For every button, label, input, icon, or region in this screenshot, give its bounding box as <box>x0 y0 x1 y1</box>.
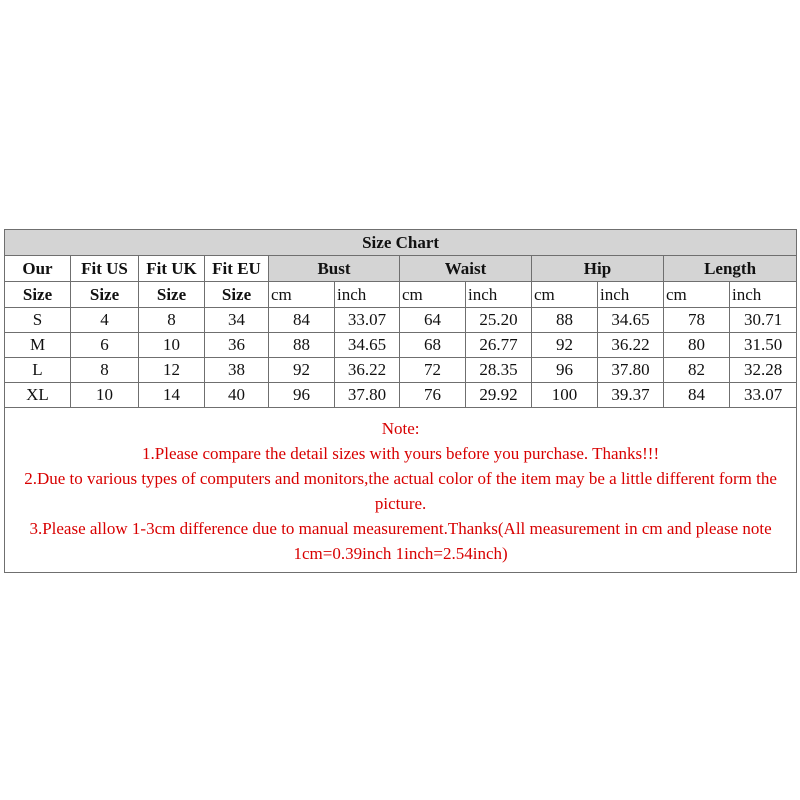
table-row <box>5 308 797 333</box>
table-cell: 10 <box>139 333 205 358</box>
header-fit-uk-2: Size <box>139 282 205 308</box>
table-row <box>5 358 797 383</box>
header-bust: Bust <box>269 256 400 282</box>
header-hip: Hip <box>532 256 664 282</box>
table-cell: 30.71 <box>730 308 797 333</box>
table-cell: 92 <box>532 333 598 358</box>
table-cell: 25.20 <box>466 308 532 333</box>
note-line-3: 3.Please allow 1-3cm difference due to manual measurement.Thanks(All measurement in cm and please note 1cm=0.39inch 1inch=2.54inch) <box>29 519 772 563</box>
notes-section <box>5 408 797 573</box>
table-row <box>5 383 797 408</box>
size-chart-table <box>4 229 797 573</box>
unit-hip-cm: cm <box>532 282 598 308</box>
table-cell: 100 <box>532 383 598 408</box>
table-cell: 84 <box>269 308 335 333</box>
header-our-size: Our <box>5 256 71 282</box>
table-cell: L <box>5 358 71 383</box>
table-cell: 4 <box>71 308 139 333</box>
unit-length-cm: cm <box>664 282 730 308</box>
header-fit-us: Fit US <box>71 256 139 282</box>
table-cell: 37.80 <box>598 358 664 383</box>
table-cell: 78 <box>664 308 730 333</box>
table-cell: 92 <box>269 358 335 383</box>
table-cell: 34 <box>205 308 269 333</box>
table-cell: 10 <box>71 383 139 408</box>
table-cell: 26.77 <box>466 333 532 358</box>
size-rows <box>5 308 797 408</box>
header-fit-us-2: Size <box>71 282 139 308</box>
table-cell: XL <box>5 383 71 408</box>
table-cell: 8 <box>71 358 139 383</box>
table-cell: 33.07 <box>335 308 400 333</box>
unit-waist-inch: inch <box>466 282 532 308</box>
unit-hip-inch: inch <box>598 282 664 308</box>
table-cell: 14 <box>139 383 205 408</box>
table-cell: 96 <box>532 358 598 383</box>
note-line-2: 2.Due to various types of computers and monitors,the actual color of the item may be a little different form the picture. <box>24 469 777 513</box>
table-cell: 88 <box>532 308 598 333</box>
unit-bust-inch: inch <box>335 282 400 308</box>
header-fit-uk: Fit UK <box>139 256 205 282</box>
table-cell: 39.37 <box>598 383 664 408</box>
table-cell: 36.22 <box>598 333 664 358</box>
table-cell: 37.80 <box>335 383 400 408</box>
table-cell: 84 <box>664 383 730 408</box>
table-cell: 72 <box>400 358 466 383</box>
table-cell: 12 <box>139 358 205 383</box>
table-cell: 8 <box>139 308 205 333</box>
table-cell: 96 <box>269 383 335 408</box>
table-cell: 34.65 <box>598 308 664 333</box>
note-heading: Note: <box>381 419 420 438</box>
unit-bust-cm: cm <box>269 282 335 308</box>
table-cell: S <box>5 308 71 333</box>
table-cell: 33.07 <box>730 383 797 408</box>
unit-length-inch: inch <box>730 282 797 308</box>
table-cell: 31.50 <box>730 333 797 358</box>
table-cell: 88 <box>269 333 335 358</box>
unit-waist-cm: cm <box>400 282 466 308</box>
table-row <box>5 333 797 358</box>
header-waist: Waist <box>400 256 532 282</box>
table-cell: M <box>5 333 71 358</box>
header-length: Length <box>664 256 797 282</box>
table-cell: 6 <box>71 333 139 358</box>
header-fit-eu-2: Size <box>205 282 269 308</box>
table-cell: 36.22 <box>335 358 400 383</box>
header-our-size-2: Size <box>5 282 71 308</box>
table-cell: 76 <box>400 383 466 408</box>
header-fit-eu: Fit EU <box>205 256 269 282</box>
note-line-1: 1.Please compare the detail sizes with yours before you purchase. Thanks!!! <box>142 444 660 463</box>
table-cell: 29.92 <box>466 383 532 408</box>
table-cell: 40 <box>205 383 269 408</box>
table-cell: 34.65 <box>335 333 400 358</box>
table-cell: 68 <box>400 333 466 358</box>
table-cell: 82 <box>664 358 730 383</box>
table-cell: 80 <box>664 333 730 358</box>
table-cell: 36 <box>205 333 269 358</box>
table-cell: 64 <box>400 308 466 333</box>
table-cell: 38 <box>205 358 269 383</box>
table-cell: 28.35 <box>466 358 532 383</box>
chart-title: Size Chart <box>5 230 797 256</box>
table-cell: 32.28 <box>730 358 797 383</box>
